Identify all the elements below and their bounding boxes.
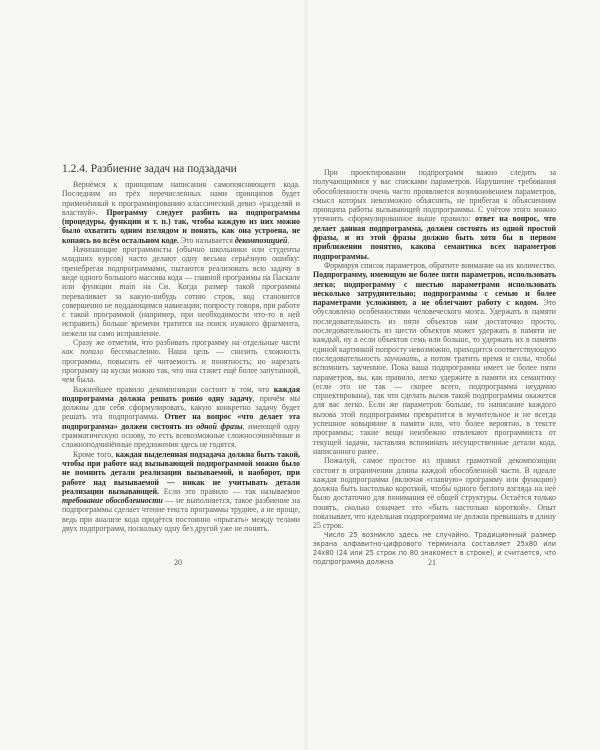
left-page	[62, 0, 300, 750]
text-run: Вернёмся к принципам написания самопоясняющего кода. Последним из трёх перечисленных нами принципов будет применённый к программированию классический девиз «разделяй и властвуй».	[62, 180, 300, 217]
footnote: Число 25 возникло здесь не случайно. Традиционный размер экрана алфавитно-цифрового терминала составляет 25x80 или 24x80 (24 или 25 строк по 80 знакомест в строке), и считается, что подпрограмма должна	[313, 530, 556, 567]
right-page-body	[313, 168, 556, 568]
section-heading: 1.2.4. Разбиение задач на подзадачи	[62, 163, 237, 175]
text-run: бессмысленно. Наша цель — снизить сложность программы, повысить её читаемость и понятность; но нарезать программу на куски можно так, что она станет ещё более запутанной, чем была.	[62, 347, 300, 385]
text-run: Это обусловлено особенностями человеческого мозга. Удержать в памяти последовательность из пяти объектов нам достаточно просто, последовательность из шести объектов может удержать в памяти не каждый, ну а если объектов семь или больше, то удержать их в памяти единой картинкой попросту невозможно, приходится соответствующую последовательность	[313, 298, 556, 363]
text-run: Если это правило — так называемое	[159, 486, 300, 496]
text-run: .	[287, 235, 290, 245]
text-run: , причём мы должны для себя сформулировать, какую конкретно задачу будет решать эта подпрограмма.	[62, 393, 300, 422]
bold-italic-term: требование обособленности	[62, 496, 163, 506]
page-number: 21	[428, 558, 436, 567]
italic-text: сколько	[344, 502, 370, 512]
paragraph	[62, 385, 300, 450]
paragraph	[313, 168, 556, 261]
text-run: , а потом тратить время и силы, чтобы вспомнить заученное. Пока ваша подпрограмма имеет не более пяти параметров, вы, как правило, легко удержите в памяти их семантику (если это не так — скорее всего, подпрограмма неудачно спроектирована), так что сделать вызов такой подпрограммы окажется для вас легко. Если же параметров больше, то написание каждого вызова этой подпрограммы превратится в мучительное и не всегда успешное ковыряние в памяти или, что более вероятно, в тексте программы; такие вещи неизбежно отвлекают программиста от текущей задачи, заставляя вспоминать несущественные детали кода, написанного ранее.	[313, 353, 556, 456]
bold-text: каждая выделенная подзадача должна быть такой, чтобы при работе над вызывающей подпрограммой можно было не помнить детали реализации вызываемой, и наоборот, при работе над вызываемой — никак не учитывать детали реализации вызывающей.	[62, 449, 300, 496]
bold-text: каждая подпрограмма должна решать ровно одну задачу	[62, 384, 300, 403]
text-run: Формируя список параметров, обратите внимание на их количество.	[324, 260, 556, 270]
text-run: Начинающие программисты (обычно школьники или студенты младших курсов) часто делают одну весьма серьёзную ошибку: пренебрегая подпрограммами, пытаются реализовать всю задачу в виде одного большого массива кода — главной программы на Паскале или функции main на Си. Когда размер такой программы переваливает за какую-нибудь сотню строк, код становится совершенно не поддающимся навигации; попросту говоря, при работе с такой программой (например, при необходимости что-то в ней исправить) больше времени тратится на поиск нужного фрагмента, нежели на само исправление.	[62, 245, 300, 338]
text-run: Кроме того,	[73, 449, 116, 459]
paragraph	[62, 180, 300, 245]
text-run: Важнейшее правило декомпозиции состоит в том, что	[73, 384, 274, 394]
bold-text: Программу следует разбить на подпрограммы (процедуры, функции и т. п.) так, чтобы каждую из них можно было охватить одним взглядом и понять, как она устроена, не копаясь во всём остальном коде.	[62, 207, 301, 245]
text-run: При проектировании подпрограмм важно следить за получающимися у вас списками параметров. Нарушение требования обособленности очень часто проявляется возникновением параметров, смысл которых невозможно объяснить, не прибегая к объяснениям принципа работы вызывающей подпрограммы. С учётом этого можно уточнить сформулированное выше правило:	[313, 168, 556, 224]
right-page	[313, 0, 556, 750]
paragraph	[62, 450, 300, 534]
bold-italic-term: декомпозицией	[234, 235, 288, 245]
paragraph	[313, 456, 556, 530]
italic-text: как попало	[62, 347, 104, 357]
text-run: Сразу же отметим, что разбивать программу на отдельные части	[73, 338, 300, 348]
left-page-body	[62, 180, 300, 533]
italic-text: заучивать	[383, 353, 419, 363]
text-run: означает это «быть настолько короткой». Опыт показывает, что идеальная подпрограмма не должна превышать в длину 25 строк.	[313, 502, 557, 531]
text-run: Пожалуй, самое простое из правил грамотной декомпозиции состоит в ограничении длины каждой обособленной части. В идеале каждая подпрограмма (включая «главную» программу или функцию) должна быть настолько короткой, чтобы одного беглого взгляда на неё было достаточно для понимания её общей структуры. Остаётся только понять,	[313, 456, 556, 512]
paragraph	[313, 261, 556, 456]
text-run: — не выполняется, такое разбиение на подпрограммы сделает чтение текста программы труднее, а не проще, ведь при анализе кода придётся постоянно «прыгать» между телами двух подпрограмм, поскольку одну без другой уже не понять.	[62, 496, 300, 533]
bold-text: ответ на вопрос, что делает данная подпрограмма, должен состоять из одной простой фразы, и из этой фразы должно быть хотя бы в первом приближении понятно, какова семантика всех параметров подпрограммы.	[313, 214, 556, 261]
text-run: , имеющей одну грамматическую основу, то есть всевозможные сложносочинённые и сложноподчинённые предложения здесь не годятся.	[62, 421, 300, 450]
bold-text: Ответ на вопрос «что делает эта подпрограмма» должен состоять из	[62, 412, 300, 431]
text-run: Это называется	[178, 235, 235, 245]
paragraph	[62, 245, 300, 338]
page-number: 20	[174, 558, 182, 567]
bold-italic-term: одной фразы	[196, 421, 243, 431]
bold-text: Подпрограмму, имеющую не более пяти параметров, использовать легко; подпрограмму с шестью параметрами использовать несколько затруднительно; подпрограммы с семью и более параметрами усложняют, а не облегчают работу с кодом.	[313, 270, 556, 308]
paragraph	[62, 338, 300, 384]
book-gutter	[303, 0, 309, 750]
